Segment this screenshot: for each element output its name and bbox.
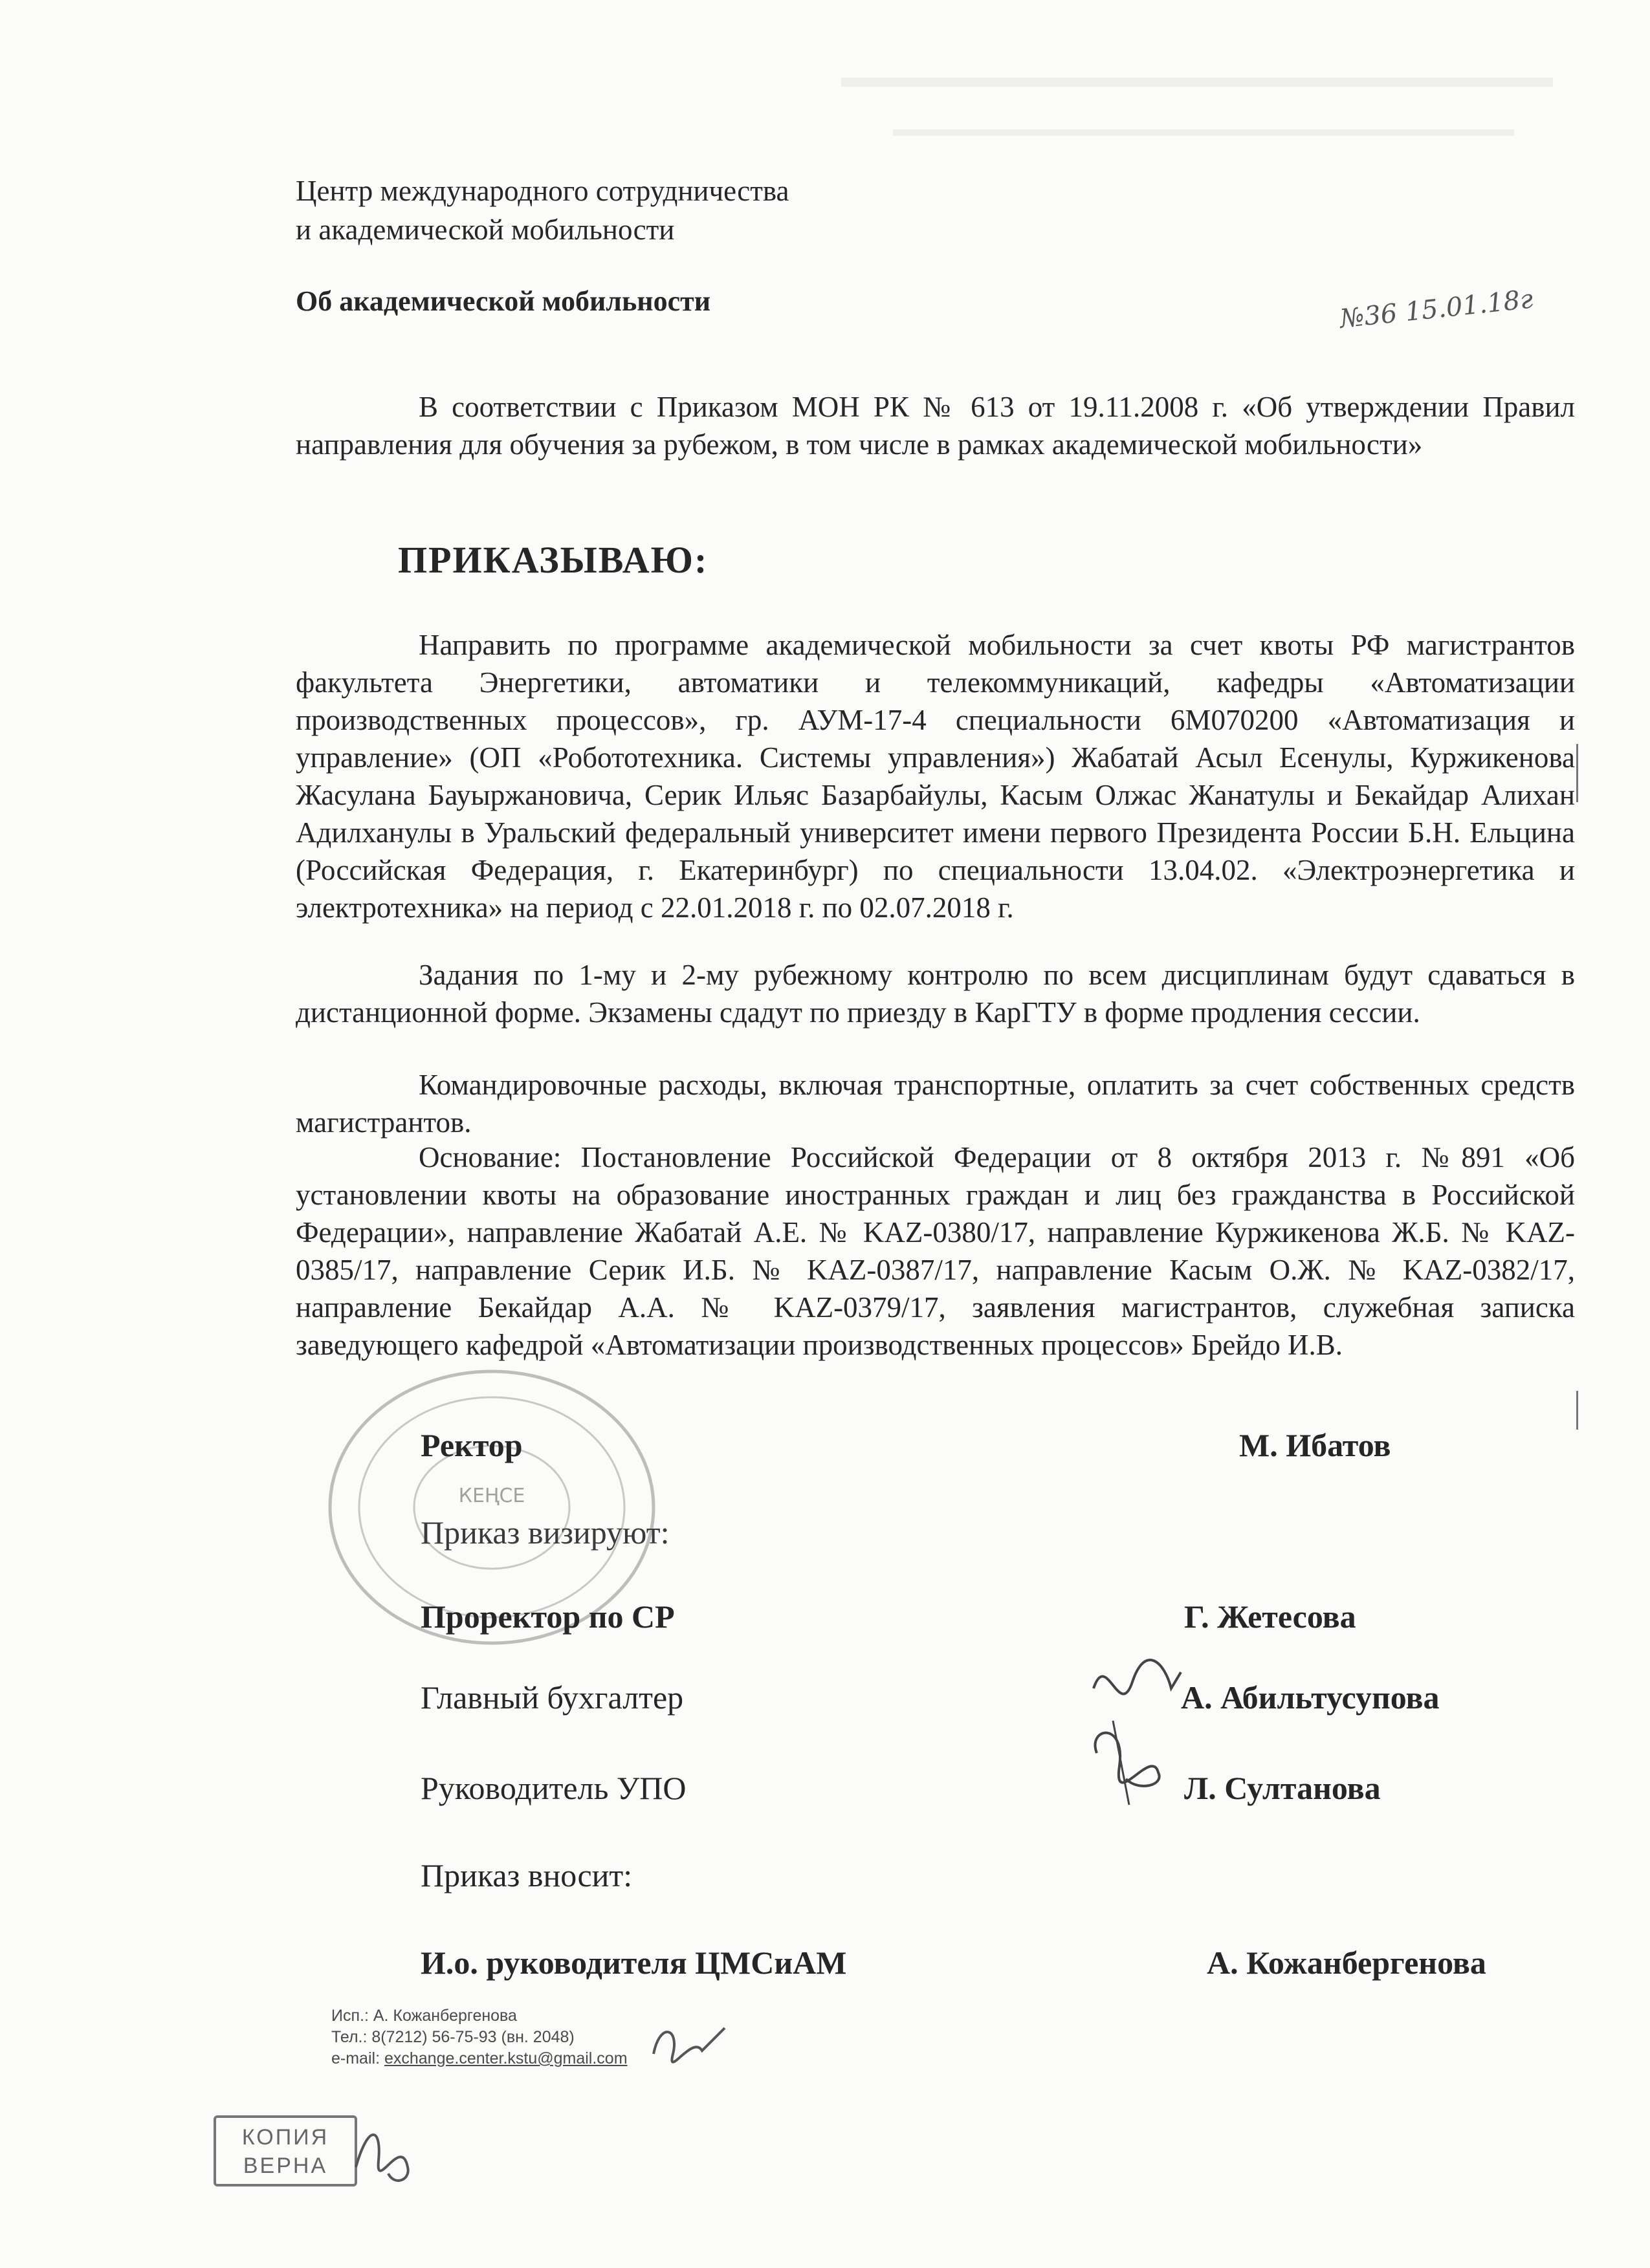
executor-email: exchange.center.kstu@gmail.com <box>384 2049 628 2067</box>
vice-rector-title: Проректор по СР <box>421 1598 675 1635</box>
seal-text: КЕҢСЕ <box>458 1485 525 1507</box>
handwritten-registration-number: №36 15.01.18г <box>1338 284 1535 334</box>
scan-artifact <box>893 129 1514 136</box>
copy-stamp-line-1: КОПИЯ <box>241 2125 329 2150</box>
preamble-paragraph: В соответствии с Приказом МОН РК № 613 от 19.11.2008 г. «Об утверждении Правил направления для обучения за рубежом, в том числе в рамках академической мобильности» <box>296 391 1575 461</box>
visas-heading: Приказ визируют: <box>421 1514 670 1551</box>
document-subject: Об академической мобильности <box>296 285 711 317</box>
organization-block <box>296 171 789 249</box>
order-paragraph-2: Задания по 1-му и 2-му рубежному контролю по всем дисциплинам будут сдаваться в дистанционной форме. Экзамены сдадут по приезду в КарГТУ в форме продления сессии. <box>296 959 1575 1029</box>
executor-phone: Тел.: 8(7212) 56-75-93 (вн. 2048) <box>331 2028 575 2046</box>
scan-artifact <box>841 78 1553 87</box>
chief-accountant-title: Главный бухгалтер <box>421 1679 684 1716</box>
scan-edge-mark <box>1576 1391 1578 1430</box>
scan-edge-mark <box>1576 744 1578 802</box>
acting-head-title: И.о. руководителя ЦМСиАМ <box>421 1945 847 1981</box>
rector-name: М. Ибатов <box>1239 1427 1391 1463</box>
order-paragraph-1: Направить по программе академической мобильности за счет квоты РФ магистрантов факультета Энергетики, автоматики и телекоммуникаций, кафедры «Автоматизации производственных процессов», гр. АУМ-17-4 специальности 6М070200 «Автоматизация и управление» (ОП «Робототехника. Системы управления») Жабатай Асыл Есенулы, Куржикенова Жасулана Бауыржановича, Серик Ильяс Базарбайулы, Касым Олжас Жанатулы и Бекайдар Алихан Адилханулы в Уральский федеральный университет имени первого Президента России Б.Н. Ельцина (Российская Федерация, г. Екатеринбург) по специальности 13.04.02. «Электроэнергетика и электротехника» на период с 22.01.2018 г. по 02.07.2018 г. <box>296 629 1575 924</box>
rector-title: Ректор <box>421 1427 523 1463</box>
executor-name: Исп.: А. Кожанбергенова <box>331 2007 517 2025</box>
handwritten-signature <box>1068 1643 1197 1811</box>
email-prefix: e-mail: <box>331 2049 384 2067</box>
upo-head-name: Л. Султанова <box>1184 1770 1381 1806</box>
copy-stamp-signature <box>343 2109 427 2193</box>
submitted-heading: Приказ вносит: <box>421 1857 633 1893</box>
vice-rector-name: Г. Жетесова <box>1184 1598 1356 1635</box>
copy-certified-stamp <box>214 2115 357 2186</box>
basis-paragraph: Основание: Постановление Российской Федерации от 8 октября 2013 г. №891 «Об установлении квоты на образование иностранных граждан и лиц без гражданства в Российской Федерации», направление Жабатай А.Е. № KAZ-0380/17, направление Куржикенова Ж.Б. № KAZ-0385/17, направление Серик И.Б. № KAZ-0387/17, направление Касым О.Ж. № KAZ-0382/17, направление Бекайдар А.А. № KAZ-0379/17, заявления магистрантов, служебная записка заведующего кафедрой «Автоматизации производственных процессов» Брейдо И.В. <box>296 1141 1575 1361</box>
executor-footer <box>331 2005 628 2069</box>
acting-head-name: А. Кожанбергенова <box>1207 1945 1486 1981</box>
order-heading: ПРИКАЗЫВАЮ: <box>398 539 709 581</box>
executor-signature <box>641 2015 731 2073</box>
executor-email-line <box>331 2048 628 2069</box>
upo-head-title: Руководитель УПО <box>421 1770 687 1806</box>
organization-line-1: Центр международного сотрудничества <box>296 175 789 207</box>
organization-line-2: и академической мобильности <box>296 213 675 246</box>
copy-stamp-line-2: ВЕРНА <box>243 2154 328 2178</box>
order-paragraph-3: Командировочные расходы, включая транспортные, оплатить за счет собственных средств магистрантов. <box>296 1069 1575 1139</box>
chief-accountant-name: А. Абильтусупова <box>1181 1679 1440 1716</box>
